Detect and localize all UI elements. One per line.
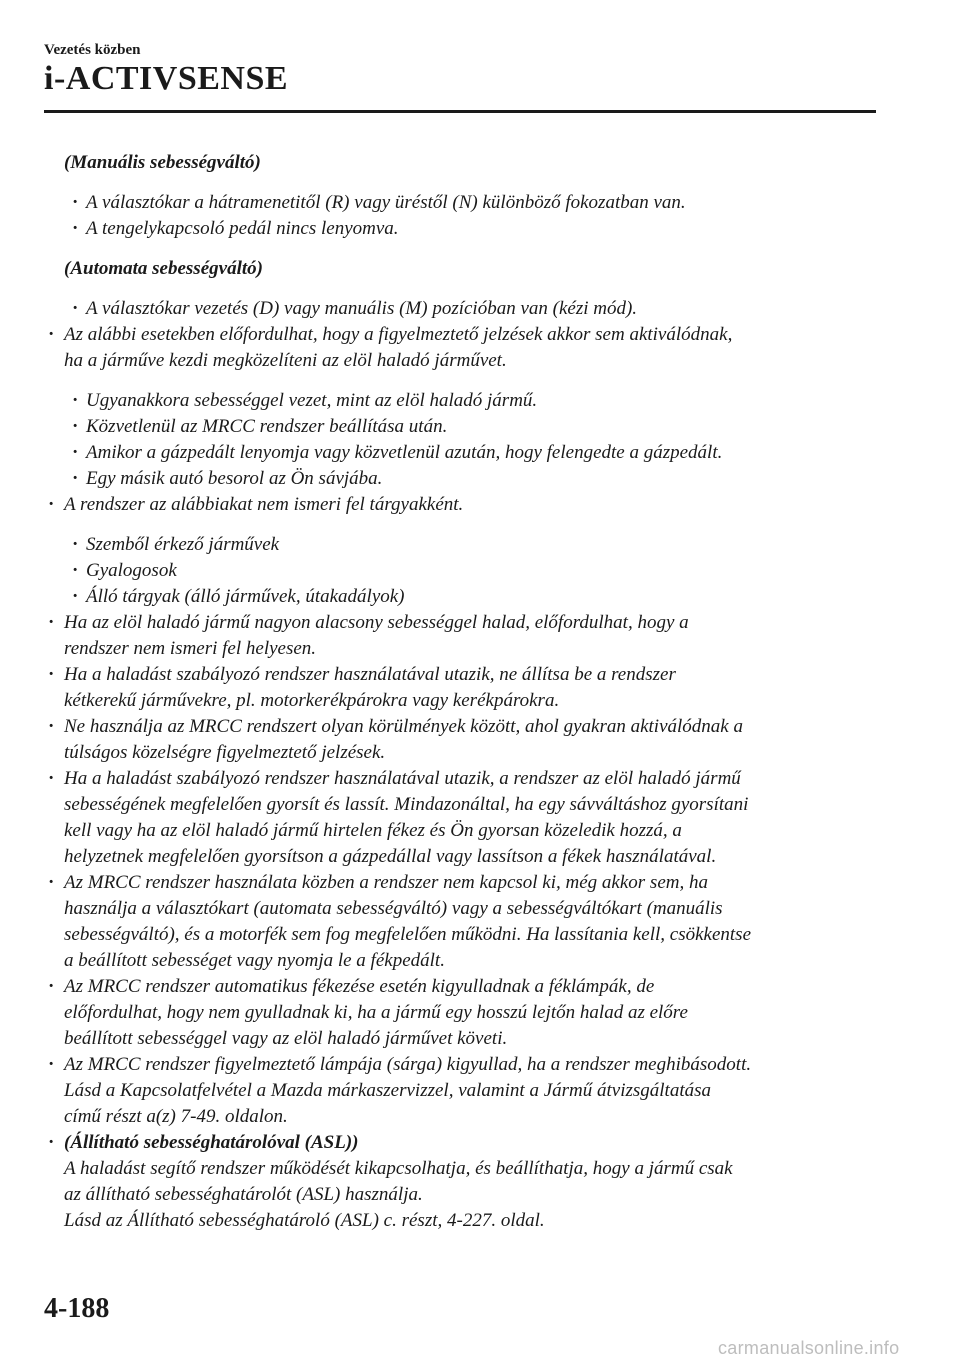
bullet-warning-not-active: · Az alábbi esetekben előfordulhat, hogy a figyelmeztető jelzések akkor sem aktiválódnak, bbox=[0, 322, 960, 348]
bullet-continuation: használja a választókart (automata sebességváltó) vagy a sebességváltókart (manuális bbox=[64, 898, 723, 919]
manual-item: · A tengelykapcsoló pedál nincs lenyomva. bbox=[0, 216, 960, 242]
bullet-continuation: ha a járműve kezdi megközelíteni az elöl haladó járművet. bbox=[64, 350, 507, 371]
sub-item: · Szemből érkező járművek bbox=[0, 532, 960, 558]
auto-heading: (Automata sebességváltó) bbox=[64, 258, 263, 279]
bullet-frequent-warnings: · Ne használja az MRCC rendszert olyan körülmények között, ahol gyakran aktiválódnak a bbox=[0, 714, 960, 740]
bullet-continuation: sebességének megfelelően gyorsít és lassít. Mindazonáltal, ha egy sávváltáshoz gyorsítani bbox=[64, 794, 749, 815]
bullet-continuation: rendszer nem ismeri fel helyesen. bbox=[64, 638, 317, 659]
bullet-warning-lamp: · Az MRCC rendszer figyelmeztető lámpája (sárga) kigyullad, ha a rendszer meghibásodott. bbox=[0, 1052, 960, 1078]
bullet-continuation: Lásd a Kapcsolatfelvétel a Mazda márkaszervizzel, valamint a Jármű átvizsgáltatása bbox=[64, 1080, 712, 1101]
auto-item: · A választókar vezetés (D) vagy manuális (M) pozícióban van (kézi mód). bbox=[0, 296, 960, 322]
bullet-two-wheelers: · Ha a haladást szabályozó rendszer használatával utazik, ne állítsa be a rendszer bbox=[0, 662, 960, 688]
bullet-not-recognized: · A rendszer az alábbiakat nem ismeri fel tárgyakként. bbox=[0, 492, 960, 518]
bullet-engine-brake: · Az MRCC rendszer használata közben a rendszer nem kapcsol ki, még akkor sem, ha bbox=[0, 870, 960, 896]
page-content bbox=[0, 150, 960, 1234]
bullet-asl-heading: · (Állítható sebességhatárolóval (ASL)) bbox=[0, 1130, 960, 1156]
bullet-continuation: A haladást segítő rendszer működését kikapcsolhatja, és beállíthatja, hogy a jármű csak bbox=[64, 1158, 733, 1179]
bullet-continuation: kétkerekű járművekre, pl. motorkerékpárokra vagy kerékpárokra. bbox=[64, 690, 560, 711]
bullet-accelerate-decelerate: · Ha a haladást szabályozó rendszer használatával utazik, a rendszer az elöl haladó jármű bbox=[0, 766, 960, 792]
sub-item: · Álló tárgyak (álló járművek, útakadályok) bbox=[0, 584, 960, 610]
bullet-continuation: helyzetnek megfelelően gyorsítson a gázpedállal vagy lassítson a fékek használatával. bbox=[64, 846, 717, 867]
bullet-brake-lights: · Az MRCC rendszer automatikus fékezése esetén kigyulladnak a féklámpák, de bbox=[0, 974, 960, 1000]
section-label: Vezetés közben bbox=[44, 42, 141, 58]
bullet-continuation: című részt a(z) 7-49. oldalon. bbox=[64, 1106, 288, 1127]
header-rule bbox=[44, 110, 876, 113]
sub-item: · Gyalogosok bbox=[0, 558, 960, 584]
bullet-continuation: sebességváltó), és a motorfék sem fog megfelelően működni. Ha lassítania kell, csökkentse bbox=[64, 924, 751, 945]
manual-item: · A választókar a hátramenetitől (R) vagy üréstől (N) különböző fokozatban van. bbox=[0, 190, 960, 216]
manual-heading: (Manuális sebességváltó) bbox=[64, 152, 261, 173]
sub-item: · Amikor a gázpedált lenyomja vagy közvetlenül azután, hogy felengedte a gázpedált. bbox=[0, 440, 960, 466]
sub-item: · Közvetlenül az MRCC rendszer beállítása után. bbox=[0, 414, 960, 440]
sub-item: · Ugyanakkora sebességgel vezet, mint az elöl haladó jármű. bbox=[0, 388, 960, 414]
bullet-continuation: előfordulhat, hogy nem gyulladnak ki, ha a jármű egy hosszú lejtőn halad az előre bbox=[64, 1002, 688, 1023]
page-number: 4-188 bbox=[44, 1293, 110, 1324]
bullet-continuation: a beállított sebességet vagy nyomja le a fékpedált. bbox=[64, 950, 445, 971]
bullet-continuation: kell vagy ha az elöl haladó jármű hirtelen fékez és Ön gyorsan közeledik hozzá, a bbox=[64, 820, 682, 841]
chapter-title: i-ACTIVSENSE bbox=[44, 60, 289, 97]
bullet-continuation: beállított sebességgel vagy az elöl haladó járművet követi. bbox=[64, 1028, 508, 1049]
bullet-continuation: az állítható sebességhatárolót (ASL) használja. bbox=[64, 1184, 423, 1205]
bullet-low-speed: · Ha az elöl haladó jármű nagyon alacsony sebességgel halad, előfordulhat, hogy a bbox=[0, 610, 960, 636]
bullet-continuation: túlságos közelségre figyelmeztető jelzések. bbox=[64, 742, 386, 763]
sub-item: · Egy másik autó besorol az Ön sávjába. bbox=[0, 466, 960, 492]
watermark: carmanualsonline.info bbox=[718, 1338, 900, 1358]
bullet-continuation: Lásd az Állítható sebességhatároló (ASL) c. részt, 4-227. oldal. bbox=[64, 1210, 545, 1231]
